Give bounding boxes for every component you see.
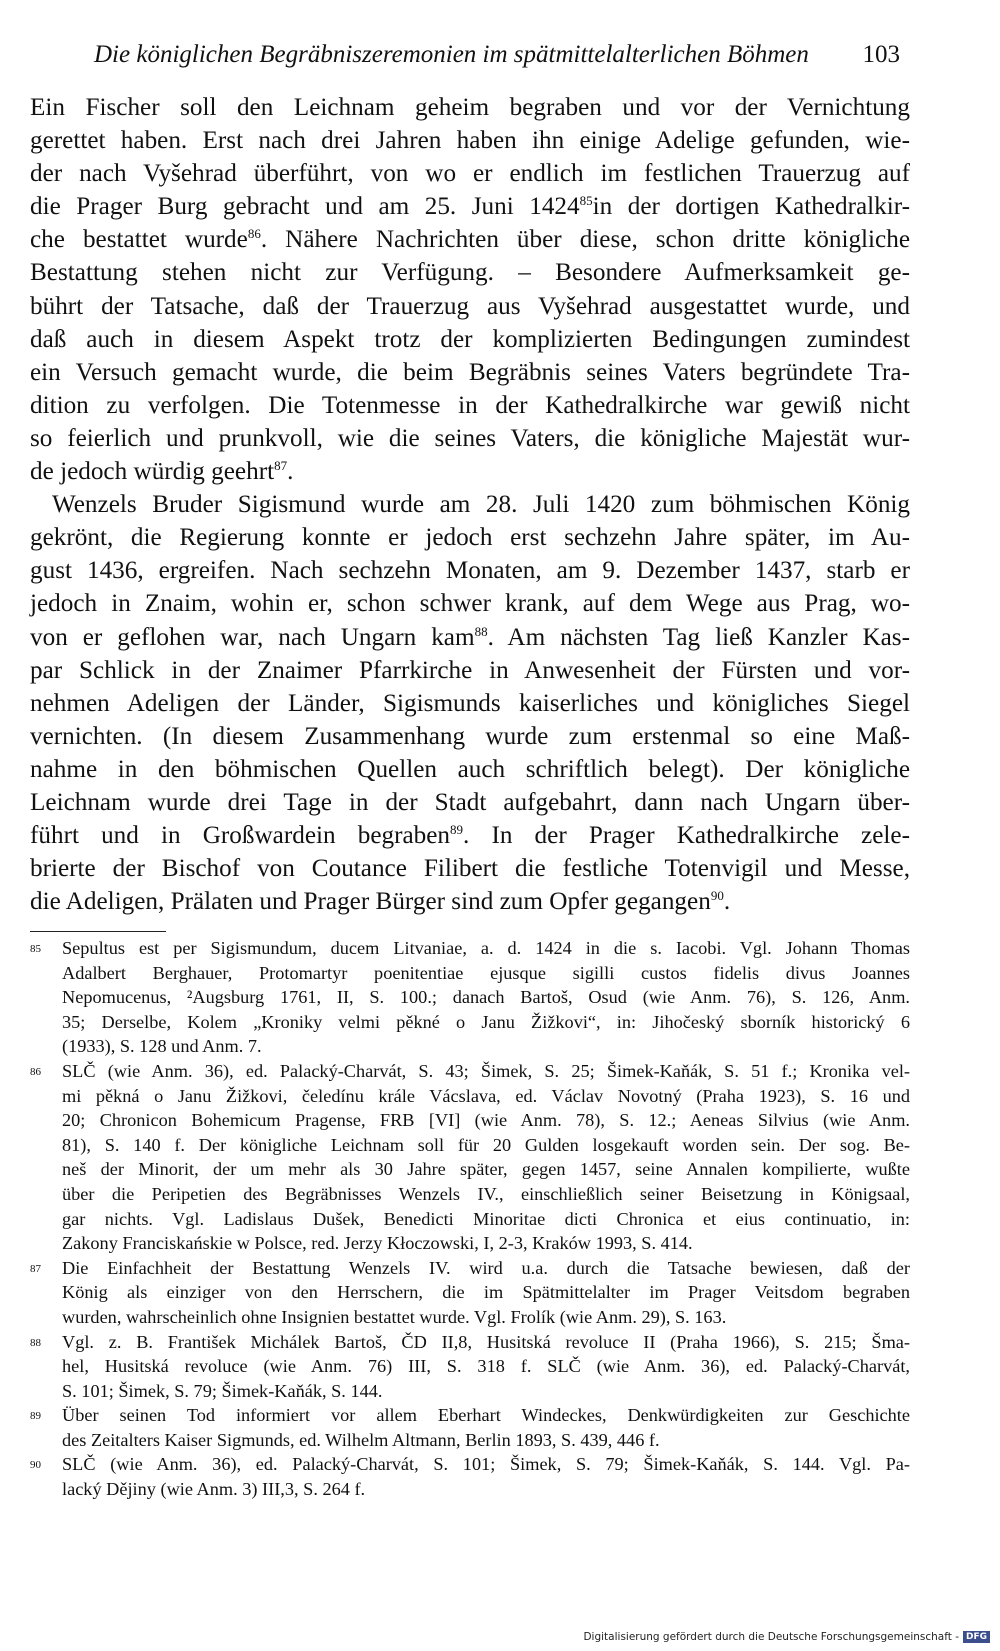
footnote-88 xyxy=(30,1330,910,1404)
body-line xyxy=(30,819,910,852)
footnote-line xyxy=(30,1059,910,1084)
running-title: Die königlichen Begräbniszeremonien im spätmittelalterlichen Böhmen xyxy=(94,41,809,68)
footnote-marker[interactable]: 89 xyxy=(450,822,464,838)
body-line-text: de jedoch würdig geehrt xyxy=(30,458,275,486)
footnote-text: König als einziger von den Herrschern, die im Spätmittelalter im Prager Veitsdom begraben xyxy=(62,1282,910,1303)
footnote-number: 87 xyxy=(30,1262,41,1275)
footnote-90 xyxy=(30,1452,910,1501)
body-line-continuation: . xyxy=(287,458,294,486)
footnote-text: neš der Minorit, der um mehr als 30 Jahre später, gegen 1457, seine Annalen kompilierte, wußte xyxy=(62,1159,910,1180)
body-line xyxy=(30,356,910,389)
footnote-text: Die Einfachheit der Bestattung Wenzels IV. wird u.a. durch die Tatsache bewiesen, daß der xyxy=(62,1257,910,1278)
body-line-text: nahme in den böhmischen Quellen auch schriftlich belegt). Der königliche xyxy=(30,755,910,783)
footnote-line xyxy=(30,1428,910,1453)
body-line-text: ein Versuch gemacht wurde, die beim Begräbnis seines Vaters begründete Tra- xyxy=(30,358,910,386)
body-line xyxy=(30,422,910,455)
footnote-marker[interactable]: 86 xyxy=(247,226,261,242)
body-line xyxy=(30,587,910,620)
body-line xyxy=(30,753,910,786)
body-line-text: bührt der Tatsache, daß der Trauerzug aus Vyšehrad ausgestattet wurde, und xyxy=(30,292,910,320)
footnote-line xyxy=(30,1010,910,1035)
body-line-text: die Prager Burg gebracht und am 25. Juni 1424 xyxy=(30,193,580,221)
footnote-line xyxy=(30,1034,910,1059)
footnote-text: Über seinen Tod informiert vor allem Eberhart Windeckes, Denkwürdigkeiten zur Geschichte xyxy=(62,1405,910,1426)
footnote-number: 85 xyxy=(30,943,41,955)
footnote-number: 86 xyxy=(30,1065,41,1078)
footnote-text: (1933), S. 128 und Anm. 7. xyxy=(62,1036,262,1057)
body-line xyxy=(30,290,910,323)
body-line-text: Leichnam wurde drei Tage in der Stadt aufgebahrt, dann nach Ungarn über- xyxy=(30,788,910,816)
body-line xyxy=(30,91,910,124)
body-line xyxy=(30,554,910,587)
footnote-text: SLČ (wie Anm. 36), ed. Palacký-Charvát, S. 43; Šimek, S. 25; Šimek-Kaňák, S. 51 f.; Kronika vel- xyxy=(62,1060,910,1081)
body-line-text: so feierlich und prunkvoll, wie die seines Vaters, die königliche Majestät wur- xyxy=(30,424,910,452)
footnote-line xyxy=(30,985,910,1010)
body-line-continuation: . In der Prager Kathedralkirche zele- xyxy=(463,822,910,850)
footnote-line xyxy=(30,936,910,961)
footnote-text: SLČ (wie Anm. 36), ed. Palacký-Charvát, S. 101; Šimek, S. 79; Šimek-Kaňák, S. 144. Vgl. Pa- xyxy=(62,1454,910,1475)
body-line xyxy=(30,885,910,918)
footnote-text: lacký Dějiny (wie Anm. 3) III,3, S. 264 f. xyxy=(62,1479,366,1500)
footnote-line xyxy=(30,1354,910,1379)
digitization-credit xyxy=(583,1629,990,1645)
footnote-text: Adalbert Berghauer, Protomartyr poenitentiae ejusque sigilli custos fidelis divus Joannes xyxy=(62,962,910,983)
footnote-86 xyxy=(30,1059,910,1256)
footnote-85 xyxy=(30,936,910,1059)
body-line-text: dition zu verfolgen. Die Totenmesse in der Kathedralkirche war gewiß nicht xyxy=(30,391,910,419)
footnote-text: Sepultus est per Sigismundum, ducem Litvaniae, a. d. 1424 in die s. Iacobi. Vgl. Johann Thomas xyxy=(62,938,910,958)
footnote-divider xyxy=(30,931,166,932)
body-line-text: che bestattet wurde xyxy=(30,226,248,254)
body-line xyxy=(30,389,910,422)
body-line-text: von er geflohen war, nach Ungarn kam xyxy=(30,623,475,651)
body-line-continuation: . Nähere Nachrichten über diese, schon dritte königliche xyxy=(260,226,911,254)
body-line-text: par Schlick in der Znaimer Pfarrkirche in Anwesenheit der Fürsten und vor- xyxy=(30,656,910,684)
footnote-line xyxy=(30,1379,910,1404)
body-line-text: vernichten. (In diesem Zusammenhang wurde zum erstenmal so eine Maß- xyxy=(30,722,910,750)
dfg-logo: DFG xyxy=(963,1631,990,1643)
body-line xyxy=(30,455,910,488)
body-line xyxy=(30,256,910,289)
footnote-marker[interactable]: 88 xyxy=(474,623,488,639)
footnote-line xyxy=(30,1231,910,1256)
footnote-text: 35; Derselbe, Kolem „Kroniky velmi pěkné o Janu Žižkovi“, in: Jihočeský sborník historický 6 xyxy=(62,1011,910,1032)
footnote-line xyxy=(30,1477,910,1502)
footnote-number: 90 xyxy=(30,1459,41,1472)
body-line-text: Ein Fischer soll den Leichnam geheim begraben und vor der Vernichtung xyxy=(30,94,910,121)
footnote-line xyxy=(30,1182,910,1207)
body-line-text: die Adeligen, Prälaten und Prager Bürger sind zum Opfer gegangen xyxy=(30,888,711,916)
body-line xyxy=(30,157,910,190)
body-line xyxy=(30,687,910,720)
body-line xyxy=(30,621,910,654)
footnote-line xyxy=(30,1280,910,1305)
body-line-text: gust 1436, ergreifen. Nach sechzehn Monaten, am 9. Dezember 1437, starb er xyxy=(30,557,910,585)
body-line xyxy=(30,852,910,885)
page-number: 103 xyxy=(862,41,900,68)
body-line-text: brierte der Bischof von Coutance Filibert die festliche Totenvigil und Messe, xyxy=(30,855,910,883)
footnote-line xyxy=(30,1084,910,1109)
footnote-text: Nepomucenus, ²Augsburg 1761, II, S. 100.; danach Bartoš, Osud (wie Anm. 76), S. 126, Anm. xyxy=(62,987,910,1008)
footnote-marker[interactable]: 90 xyxy=(710,888,724,904)
footnotes xyxy=(30,936,910,1502)
footnote-text: Vgl. z. B. František Michálek Bartoš, ČD II,8, Husitská revoluce II (Praha 1966), S. 215; Šma- xyxy=(62,1331,910,1352)
footnote-text: S. 101; Šimek, S. 79; Šimek-Kaňák, S. 144. xyxy=(62,1380,383,1401)
body-text xyxy=(30,91,910,918)
footnote-89 xyxy=(30,1403,910,1452)
footnote-text: über die Peripetien des Begräbnisses Wenzels IV., einschließlich seiner Beisetzung in Königsaal, xyxy=(62,1183,910,1204)
body-line-text: Wenzels Bruder Sigismund wurde am 28. Juli 1420 zum böhmischen König xyxy=(52,491,910,519)
body-line xyxy=(30,124,910,157)
credit-text: Digitalisierung gefördert durch die Deutsche Forschungsgemeinschaft - xyxy=(583,1631,959,1643)
footnote-line xyxy=(30,1305,910,1330)
footnote-line xyxy=(30,1207,910,1232)
footnote-marker[interactable]: 87 xyxy=(274,458,288,474)
body-line xyxy=(30,190,910,223)
body-line-text: daß auch in diesem Aspekt trotz der komplizierten Bedingungen zumindest xyxy=(30,325,910,353)
body-line-continuation: . Am nächsten Tag ließ Kanzler Kas- xyxy=(487,623,910,651)
body-line xyxy=(30,323,910,356)
footnote-marker[interactable]: 85 xyxy=(579,193,593,209)
body-line xyxy=(30,654,910,687)
body-line-text: der nach Vyšehrad überführt, von wo er endlich im festlichen Trauerzug auf xyxy=(30,160,910,188)
body-line xyxy=(30,223,910,256)
body-line-continuation: . xyxy=(723,888,731,916)
footnote-line xyxy=(30,1330,910,1355)
body-line-text: führt und in Großwardein begraben xyxy=(30,822,451,850)
footnote-line xyxy=(30,1452,910,1477)
body-line-continuation: in der dortigen Kathedralkir- xyxy=(592,193,911,221)
footnote-text: des Zeitalters Kaiser Sigmunds, ed. Wilhelm Altmann, Berlin 1893, S. 439, 446 f. xyxy=(62,1429,660,1450)
body-line-text: Bestattung stehen nicht zur Verfügung. – Besondere Aufmerksamkeit ge- xyxy=(30,259,910,287)
body-line-text: jedoch in Znaim, wohin er, schon schwer krank, auf dem Wege aus Prag, wo- xyxy=(30,590,910,618)
footnote-text: wurden, wahrscheinlich ohne Insignien bestattet wurde. Vgl. Frolík (wie Anm. 29), S. 163. xyxy=(62,1306,727,1327)
body-line-text: gerettet haben. Erst nach drei Jahren haben ihn einige Adelige gefunden, wie- xyxy=(30,127,910,155)
footnote-line xyxy=(30,1256,910,1281)
footnote-line xyxy=(30,1403,910,1428)
footnote-text: 81), S. 140 f. Der königliche Leichnam soll für 20 Gulden losgekauft worden sein. Der sog. Be- xyxy=(62,1134,910,1155)
footnote-text: mi pěkná o Janu Žižkovi, čeledínu krále Vácslava, ed. Václav Novotný (Praha 1923), S. 16 und xyxy=(62,1085,910,1106)
running-head xyxy=(90,38,900,72)
body-line-text: nehmen Adeligen der Länder, Sigismunds kaiserliches und königliches Siegel xyxy=(30,689,910,717)
footnote-text: gar nichts. Vgl. Ladislaus Dušek, Benedicti Minoritae dicti Chronica et eius continuatio, in: xyxy=(62,1208,910,1229)
body-line xyxy=(30,521,910,554)
footnote-line xyxy=(30,1157,910,1182)
body-line xyxy=(30,720,910,753)
footnote-line xyxy=(30,961,910,986)
body-line-text: gekrönt, die Regierung konnte er jedoch erst sechzehn Jahre später, im Au- xyxy=(30,524,910,552)
body-line xyxy=(30,786,910,819)
footnote-line xyxy=(30,1108,910,1133)
body-line xyxy=(30,488,910,521)
footnote-text: hel, Husitská revoluce (wie Anm. 76) III, S. 318 f. SLČ (wie Anm. 36), ed. Palacký-Charvát, xyxy=(62,1356,910,1377)
footnote-number: 89 xyxy=(30,1410,41,1423)
footnote-text: 20; Chronicon Bohemicum Pragense, FRB [VI] (wie Anm. 78), S. 12.; Aeneas Silvius (wie Anm. xyxy=(62,1110,910,1131)
footnote-line xyxy=(30,1133,910,1158)
footnote-text: Zakony Franciskańskie w Polsce, red. Jerzy Kłoczowski, I, 2-3, Kraków 1993, S. 414. xyxy=(62,1233,693,1254)
footnote-87 xyxy=(30,1256,910,1330)
footnote-number: 88 xyxy=(30,1336,41,1349)
